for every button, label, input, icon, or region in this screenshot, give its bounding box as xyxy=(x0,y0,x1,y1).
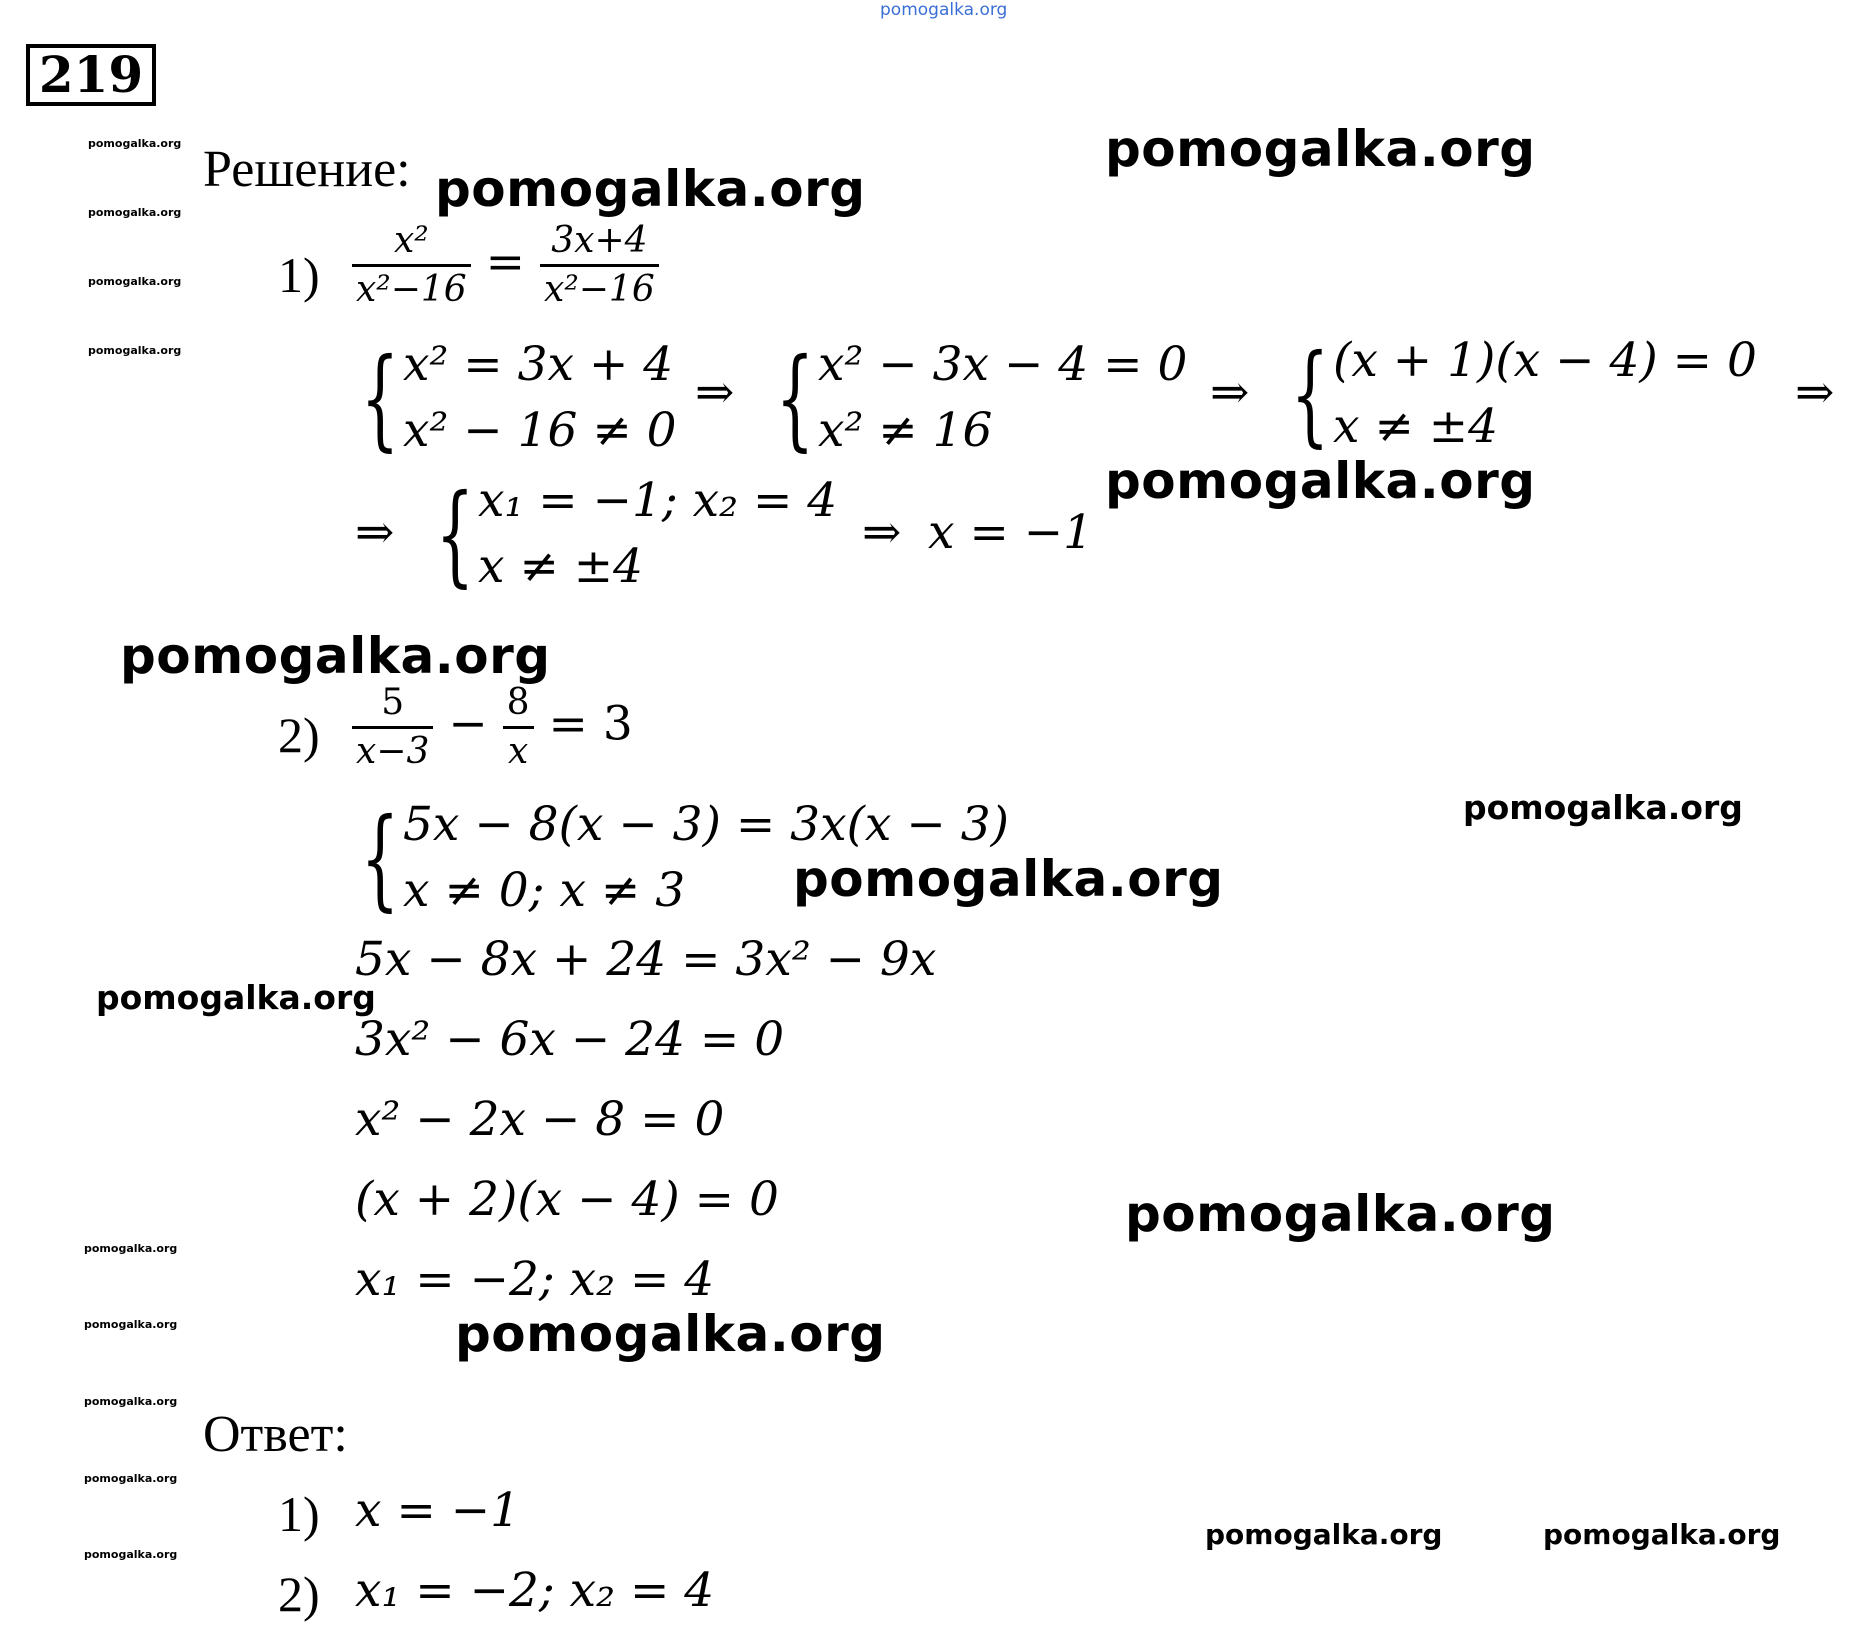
watermark-big: pomogalka.org xyxy=(1105,120,1536,178)
implies-arrow: ⇒ xyxy=(355,505,395,560)
system-line: (x + 1)(x − 4) = 0 xyxy=(1333,333,1757,388)
denominator: x²−16 xyxy=(356,269,467,310)
part1-result: x = −1 xyxy=(928,505,1094,560)
watermark-small: pomogalka.org xyxy=(84,1242,178,1255)
denominator: x xyxy=(507,731,529,772)
answer-header: Ответ: xyxy=(203,1406,348,1463)
watermark-big: pomogalka.org xyxy=(435,160,866,218)
numerator: 5 xyxy=(352,680,433,729)
watermark-small: pomogalka.org xyxy=(84,1395,178,1408)
answer1-value: x = −1 xyxy=(355,1483,521,1538)
fraction xyxy=(352,680,433,775)
watermark-big: pomogalka.org xyxy=(1105,452,1536,510)
fraction xyxy=(540,218,659,313)
step-line: 5x − 8x + 24 = 3x² − 9x xyxy=(355,932,937,987)
task-number: 219 xyxy=(26,44,156,106)
watermark-small: pomogalka.org xyxy=(88,344,182,357)
system-1: { x² = 3x + 4 x² − 16 ≠ 0 xyxy=(360,334,677,462)
system-line: x² ≠ 16 xyxy=(818,403,993,458)
watermark-big: pomogalka.org xyxy=(1125,1185,1556,1243)
step-line: x₁ = −2; x₂ = 4 xyxy=(355,1252,715,1307)
watermark-small: pomogalka.org xyxy=(84,1548,178,1561)
implies-arrow: ⇒ xyxy=(695,365,735,420)
part2-label: 2) xyxy=(278,707,320,763)
watermark-small: pomogalka.org xyxy=(84,1472,178,1485)
step-line: 3x² − 6x − 24 = 0 xyxy=(355,1012,785,1067)
watermark-small: pomogalka.org xyxy=(88,137,182,150)
watermark-medium: pomogalka.org xyxy=(1543,1518,1781,1551)
answer2-label: 2) xyxy=(278,1566,320,1622)
system-line: x ≠ ±4 xyxy=(478,539,644,594)
watermark-medium: pomogalka.org xyxy=(1463,788,1743,827)
part1-label: 1) xyxy=(278,247,320,303)
answer2-value: x₁ = −2; x₂ = 4 xyxy=(355,1563,715,1618)
system-line: x² − 16 ≠ 0 xyxy=(403,403,677,458)
right-hand-side: = 3 xyxy=(548,696,633,752)
watermark-small: pomogalka.org xyxy=(88,275,182,288)
system-line: x² = 3x + 4 xyxy=(403,337,674,392)
denominator: x²−16 xyxy=(544,269,655,310)
implies-arrow: ⇒ xyxy=(1795,365,1835,420)
denominator: x−3 xyxy=(356,731,430,772)
part1-equation xyxy=(352,218,659,313)
solution-header: Решение: xyxy=(203,141,411,198)
fraction xyxy=(352,218,471,313)
answer1-label: 1) xyxy=(278,1486,320,1542)
system-3: { (x + 1)(x − 4) = 0 x ≠ ±4 xyxy=(1290,330,1757,458)
numerator: 3x+4 xyxy=(540,218,659,267)
fraction xyxy=(503,680,534,775)
watermark-small: pomogalka.org xyxy=(88,206,182,219)
watermark-small: pomogalka.org xyxy=(84,1318,178,1331)
system-line: x² − 3x − 4 = 0 xyxy=(818,337,1188,392)
implies-arrow: ⇒ xyxy=(1210,365,1250,420)
system-2: { x² − 3x − 4 = 0 x² ≠ 16 xyxy=(775,334,1188,462)
system-4: { x₁ = −1; x₂ = 4 x ≠ ±4 xyxy=(435,470,838,598)
watermark-top: pomogalka.org xyxy=(880,0,1008,20)
system-line: x ≠ 0; x ≠ 3 xyxy=(403,863,686,918)
step-line: x² − 2x − 8 = 0 xyxy=(355,1092,725,1147)
numerator: 8 xyxy=(503,680,534,729)
equals-sign: = xyxy=(485,234,526,290)
watermark-big: pomogalka.org xyxy=(455,1305,886,1363)
system-line: x₁ = −1; x₂ = 4 xyxy=(478,473,838,528)
implies-arrow: ⇒ xyxy=(862,505,902,560)
system-line: 5x − 8(x − 3) = 3x(x − 3) xyxy=(403,797,1009,852)
watermark-medium: pomogalka.org xyxy=(96,978,376,1017)
system-line: x ≠ ±4 xyxy=(1333,399,1499,454)
watermark-medium: pomogalka.org xyxy=(1205,1518,1443,1551)
minus-sign: − xyxy=(448,696,488,752)
watermark-big: pomogalka.org xyxy=(120,627,551,685)
numerator: x² xyxy=(352,218,471,267)
system-5: { 5x − 8(x − 3) = 3x(x − 3) x ≠ 0; x ≠ 3 xyxy=(360,794,1009,922)
part2-equation xyxy=(352,680,633,775)
watermark-big: pomogalka.org xyxy=(793,850,1224,908)
step-line: (x + 2)(x − 4) = 0 xyxy=(355,1172,779,1227)
